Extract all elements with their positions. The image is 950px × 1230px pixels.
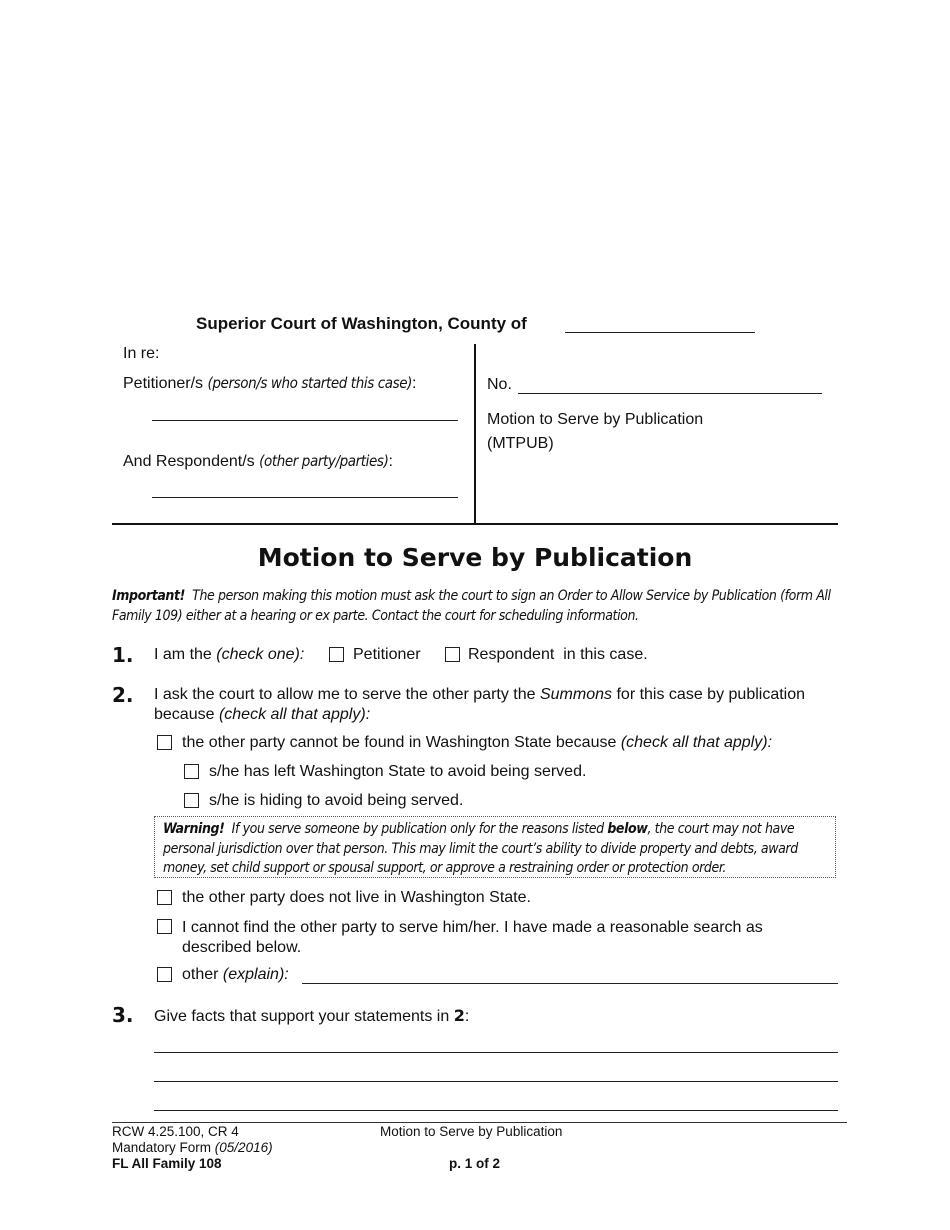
respondent-option-label: Respondent in this case. <box>468 646 648 663</box>
left-state-checkbox[interactable] <box>184 764 199 779</box>
doc-name-line2: (MTPUB) <box>487 435 554 452</box>
footer-center-title: Motion to Serve by Publication <box>380 1124 563 1139</box>
case-number-field[interactable] <box>518 393 822 394</box>
respondent-checkbox[interactable] <box>445 647 460 662</box>
footer-rule <box>112 1122 847 1123</box>
petitioner-checkbox[interactable] <box>329 647 344 662</box>
facts-line-2[interactable] <box>154 1081 838 1082</box>
court-title: Superior Court of Washington, County of <box>196 314 527 333</box>
cannot-find-label: I cannot find the other party to serve him/her. I have made a reasonable search as described below. <box>182 919 763 956</box>
section-3-text: Give facts that support your statements in 2: <box>154 1006 470 1025</box>
section-1-number: 1. <box>112 643 134 667</box>
respondent-name-field[interactable] <box>152 497 458 498</box>
hiding-label: s/he is hiding to avoid being served. <box>209 792 464 809</box>
facts-line-3[interactable] <box>154 1110 838 1111</box>
page-title: Motion to Serve by Publication <box>257 543 693 572</box>
warning-label: Warning! <box>163 821 225 837</box>
warning-box: Warning! If you serve someone by publication only for the reasons listed below, the court may not have personal jurisdiction over that person. This may limit the court’s ability to divide property and debts, award money, set child support or spousal support, or approve a restraining order or protection order. <box>154 816 836 878</box>
section-1-text: I am the (check one): <box>154 646 305 663</box>
not-found-checkbox[interactable] <box>157 735 172 750</box>
case-number-label: No. <box>487 376 512 393</box>
facts-line-1[interactable] <box>154 1052 838 1053</box>
respondent-label: And Respondent/s (other party/parties): <box>123 452 393 470</box>
cannot-find-checkbox[interactable] <box>157 919 172 934</box>
footer-form-id: FL All Family 108 <box>112 1156 222 1171</box>
left-state-label: s/he has left Washington State to avoid being served. <box>209 763 587 780</box>
footer-left <box>112 1124 273 1172</box>
important-notice <box>112 586 842 626</box>
section-2-number: 2. <box>112 683 134 707</box>
other-checkbox[interactable] <box>157 967 172 982</box>
section-3-number: 3. <box>112 1003 134 1027</box>
footer-page-number: p. 1 of 2 <box>449 1156 501 1171</box>
other-label: other (explain): <box>182 966 289 983</box>
not-live-checkbox[interactable] <box>157 890 172 905</box>
in-re-label: In re: <box>123 345 160 362</box>
county-field[interactable] <box>565 332 755 333</box>
doc-name-line1: Motion to Serve by Publication <box>487 411 704 428</box>
footer-rcw: RCW 4.25.100, CR 4 <box>112 1124 239 1139</box>
petitioner-option-label: Petitioner <box>353 646 421 663</box>
not-live-label: the other party does not live in Washington State. <box>182 889 531 906</box>
petitioner-name-field[interactable] <box>152 420 458 421</box>
section-2-text: I ask the court to allow me to serve the other party the Summons for this case by publication because (check all that apply): <box>154 686 806 723</box>
hiding-checkbox[interactable] <box>184 793 199 808</box>
not-found-label: the other party cannot be found in Washington State because (check all that apply): <box>182 734 773 751</box>
other-explain-field[interactable] <box>302 983 838 984</box>
footer-mandatory: Mandatory Form (05/2016) <box>112 1140 273 1155</box>
petitioner-label: Petitioner/s (person/s who started this case): <box>123 374 417 392</box>
caption-bottom-rule <box>112 523 838 525</box>
important-label: Important! <box>112 588 185 604</box>
important-text: The person making this motion must ask the court to sign an Order to Allow Service by Publication (form All Family 109) either at a hearing or ex parte. Contact the court for scheduling information. <box>112 588 831 624</box>
caption-divider <box>474 344 476 524</box>
